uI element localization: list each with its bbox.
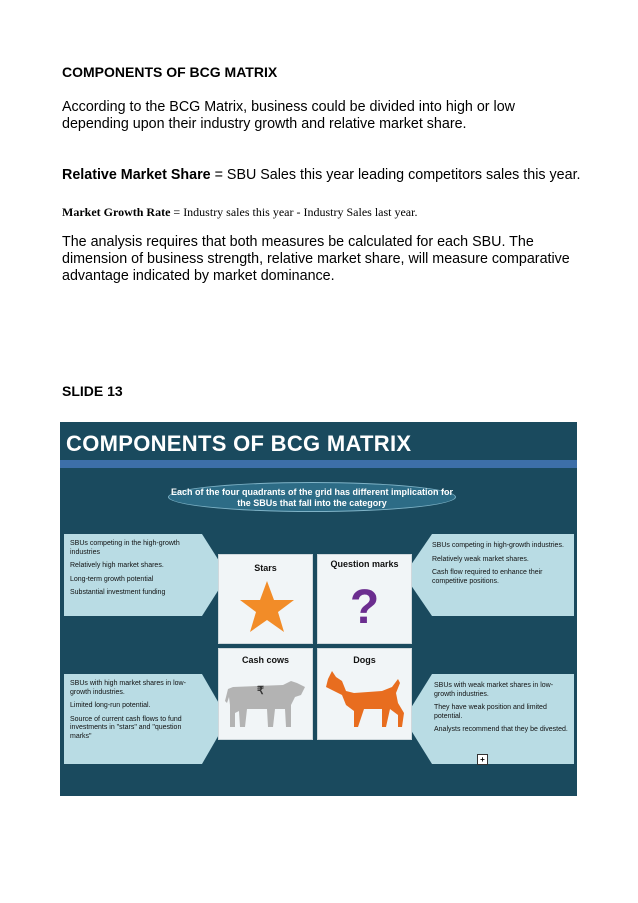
rupee-icon: ₹ <box>257 685 264 697</box>
document-heading: COMPONENTS OF BCG MATRIX <box>62 64 278 80</box>
question-marks-callout-line: SBUs competing in high-growth industries. <box>432 542 564 549</box>
slide-title-bar <box>60 460 577 468</box>
relative-market-share-formula: = SBU Sales this year leading competitors sales this year. <box>210 167 581 183</box>
stars-callout <box>64 534 202 616</box>
market-growth-rate-definition <box>62 205 417 220</box>
stars-label: Stars <box>254 563 277 573</box>
relative-market-share-label: Relative Market Share <box>62 167 211 183</box>
market-growth-rate-formula: = Industry sales this year - Industry Sales last year. <box>170 205 418 219</box>
cash-cows-quadrant <box>218 648 313 740</box>
slide-title: COMPONENTS OF BCG MATRIX <box>66 431 412 456</box>
analysis-paragraph: The analysis requires that both measures be calculated for each SBU. The dimension of business strength, relative market share, will measure comparative advantage indicated by market dominance. <box>62 234 570 284</box>
intro-paragraph: According to the BCG Matrix, business could be divided into high or low depending upon their industry growth and relative market share. <box>62 99 515 132</box>
dogs-callout-line: They have weak position and limited potential. <box>434 704 547 720</box>
star-icon <box>239 579 295 635</box>
cash-cows-callout-line: SBUs with high market shares in low-growth industries. <box>70 680 186 696</box>
question-marks-callout <box>432 534 574 616</box>
stars-callout-line: Substantial investment funding <box>70 589 166 596</box>
slide-13-image <box>60 422 577 796</box>
slide-heading: SLIDE 13 <box>62 383 123 399</box>
question-marks-quadrant <box>317 554 412 644</box>
market-growth-rate-label: Market Growth Rate <box>62 205 171 219</box>
stars-callout-line: SBUs competing in the high-growth industries <box>70 540 180 556</box>
stars-callout-line: Long-term growth potential <box>70 575 154 583</box>
cash-cows-callout <box>64 674 202 764</box>
cash-cows-callout-line: Limited long-run potential. <box>70 702 151 709</box>
stars-callout-line: Relatively high market shares. <box>70 562 164 569</box>
cow-icon <box>225 675 309 731</box>
question-marks-callout-line: Relatively weak market shares. <box>432 555 529 563</box>
dogs-callout <box>432 674 574 764</box>
expand-handle-icon: + <box>477 754 488 765</box>
stars-quadrant <box>218 554 313 644</box>
cash-cows-label: Cash cows <box>241 655 290 665</box>
cash-cows-callout-line: Source of current cash flows to fund investments in "stars" and "question marks" <box>70 715 182 740</box>
dogs-callout-line: SBUs with weak market shares in low-growth industries. <box>434 682 554 698</box>
dogs-quadrant <box>317 648 412 740</box>
dogs-label: Dogs <box>353 655 376 665</box>
slide-banner: Each of the four quadrants of the grid has different implication for the SBUs that fall into the category <box>168 482 456 512</box>
dog-icon <box>324 669 408 735</box>
question-mark-icon: ? <box>349 581 380 634</box>
question-marks-label: Question marks <box>330 559 399 569</box>
dogs-callout-line: Analysts recommend that they be divested. <box>434 726 568 733</box>
relative-market-share-definition <box>62 167 582 184</box>
question-marks-callout-line: Cash flow required to enhance their competitive positions. <box>432 569 543 585</box>
